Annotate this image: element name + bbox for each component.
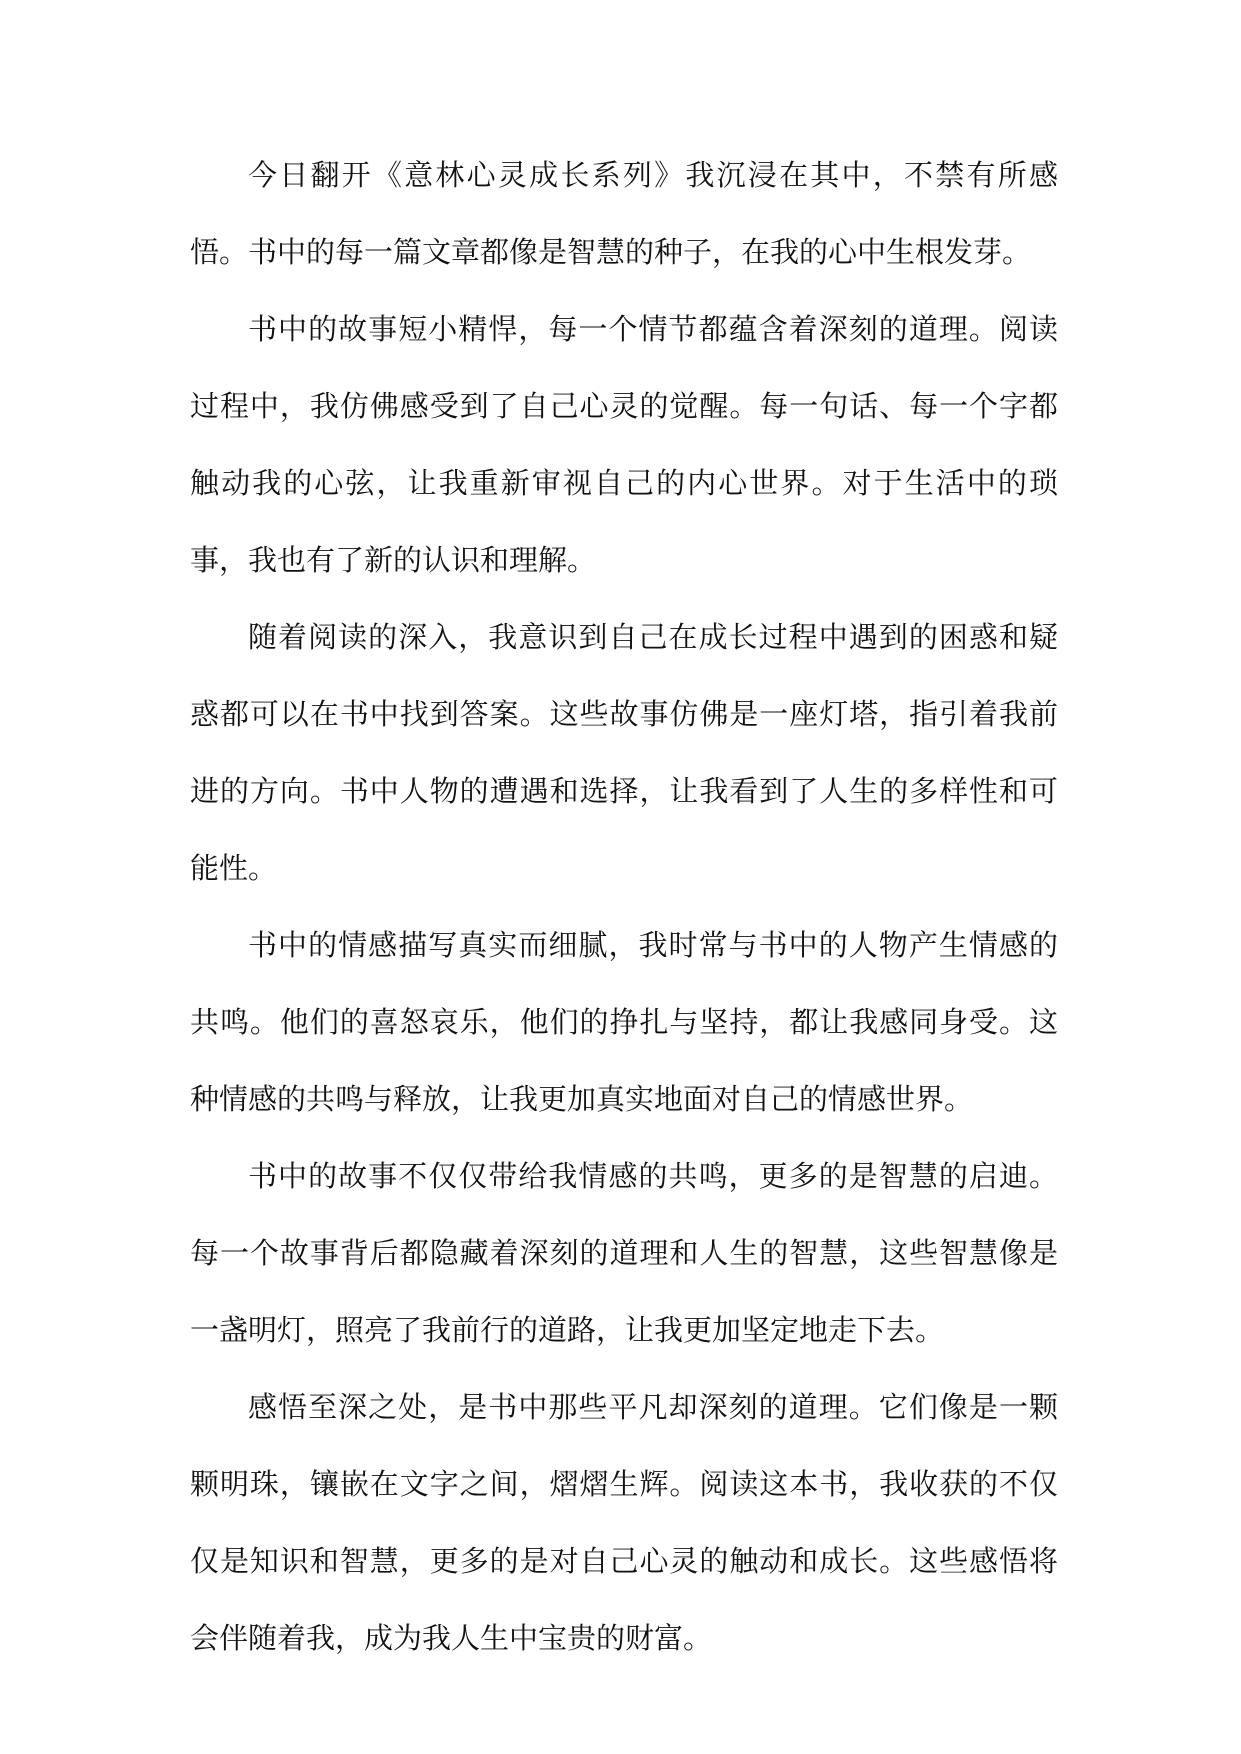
paragraph-5: 书中的故事不仅仅带给我情感的共鸣，更多的是智慧的启迪。每一个故事背后都隐藏着深刻的道理和人生的智慧，这些智慧像是一盏明灯，照亮了我前行的道路，让我更加坚定地走下去。 <box>190 1159 1058 1347</box>
document-body <box>190 137 1058 1677</box>
paragraph-3: 随着阅读的深入，我意识到自己在成长过程中遇到的困惑和疑惑都可以在书中找到答案。这些故事仿佛是一座灯塔，指引着我前进的方向。书中人物的遭遇和选择，让我看到了人生的多样性和可能性。 <box>190 620 1058 885</box>
paragraph-2: 书中的故事短小精悍，每一个情节都蕴含着深刻的道理。阅读过程中，我仿佛感受到了自己心灵的觉醒。每一句话、每一个字都触动我的心弦，让我重新审视自己的内心世界。对于生活中的琐事，我也有了新的认识和理解。 <box>190 312 1058 577</box>
paragraph-4: 书中的情感描写真实而细腻，我时常与书中的人物产生情感的共鸣。他们的喜怒哀乐，他们的挣扎与坚持，都让我感同身受。这种情感的共鸣与释放，让我更加真实地面对自己的情感世界。 <box>190 928 1058 1116</box>
paragraph-1: 今日翻开《意林心灵成长系列》我沉浸在其中，不禁有所感悟。书中的每一篇文章都像是智慧的种子，在我的心中生根发芽。 <box>190 158 1058 269</box>
paragraph-6: 感悟至深之处，是书中那些平凡却深刻的道理。它们像是一颗颗明珠，镶嵌在文字之间，熠熠生辉。阅读这本书，我收获的不仅仅是知识和智慧，更多的是对自己心灵的触动和成长。这些感悟将会伴随着我，成为我人生中宝贵的财富。 <box>190 1390 1058 1655</box>
